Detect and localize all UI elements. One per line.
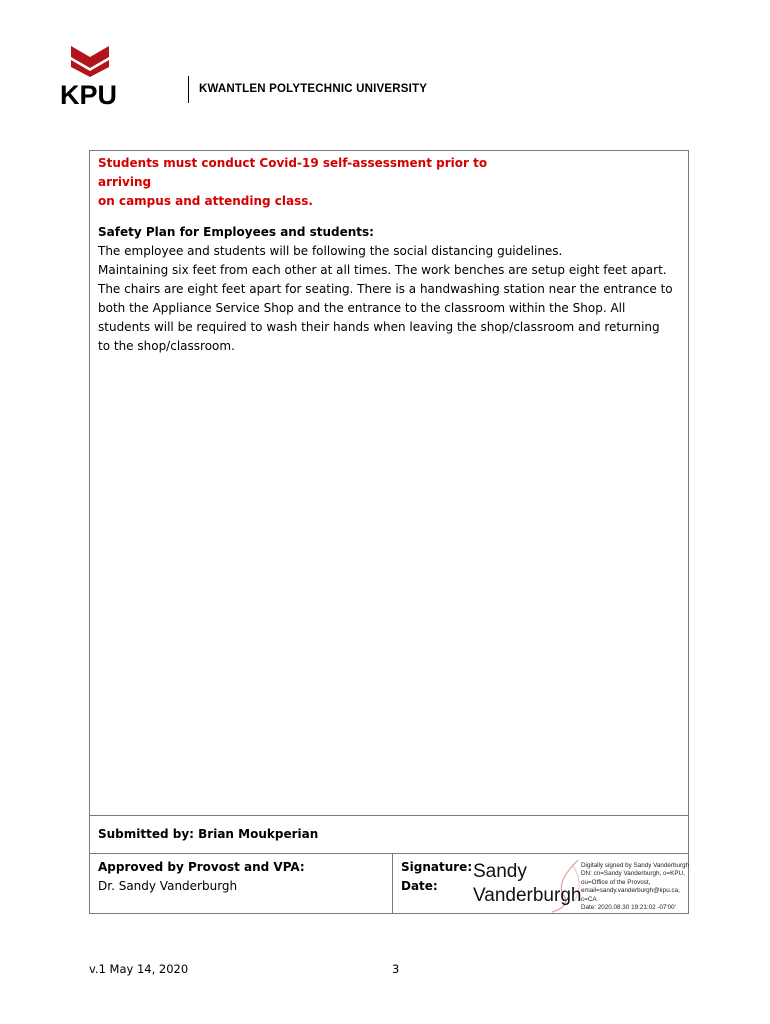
logo-text: KPU [60, 80, 118, 106]
plan-line: both the Appliance Service Shop and the entrance to the classroom within the Shop. All [98, 301, 626, 315]
approval-row [90, 853, 688, 913]
kpu-logo [60, 46, 428, 106]
signature-last-name: Vanderburgh [473, 885, 582, 906]
plan-line: students will be required to wash their hands when leaving the shop/classroom and returning [98, 320, 660, 334]
sig-detail-line: Digitally signed by Sandy Vanderburgh [581, 862, 690, 869]
footer-version: v.1 May 14, 2020 [89, 962, 189, 976]
plan-line: Maintaining six feet from each other at all times. The work benches are setup eight feet apart. [98, 263, 667, 277]
signature-first-name: Sandy [473, 861, 527, 882]
plan-heading: Safety Plan for Employees and students: [98, 225, 374, 239]
logo-divider [188, 76, 189, 103]
kpu-logo-mark [60, 46, 122, 106]
signature-name [473, 860, 581, 908]
plan-line: The employee and students will be following the social distancing guidelines. [98, 244, 563, 258]
approval-cell [90, 854, 393, 913]
sig-detail-line: ou=Office of the Provost, [581, 878, 651, 886]
submitted-by: Submitted by: Brian Moukperian [98, 827, 319, 841]
covid-warning [98, 154, 518, 211]
warning-line-1: Students must conduct Covid-19 self-assessment prior to arriving [98, 156, 488, 189]
page-number: 3 [392, 962, 400, 976]
plan-line: to the shop/classroom. [98, 339, 235, 353]
university-name: KWANTLEN POLYTECHNIC UNIVERSITY [199, 83, 428, 95]
plan-body [98, 242, 680, 356]
sig-detail-line: email=sandy.vanderburgh@kpu.ca, [581, 887, 680, 895]
approved-by-label: Approved by Provost and VPA: [98, 860, 305, 874]
warning-line-2: on campus and attending class. [98, 194, 313, 208]
signature-label: Signature: [401, 860, 473, 874]
safety-plan-form [89, 150, 689, 914]
digital-signature-details [581, 862, 693, 912]
signature-cell [393, 854, 688, 913]
sig-detail-line: c=CA [581, 895, 597, 903]
plan-line: The chairs are eight feet apart for seating. There is a handwashing station near the entrance to [98, 282, 673, 296]
approver-name: Dr. Sandy Vanderburgh [98, 879, 238, 893]
plan-content [98, 154, 680, 356]
submitted-row [90, 815, 688, 854]
sig-detail-line: DN: cn=Sandy Vanderburgh, o=KPU, [581, 870, 685, 878]
date-label: Date: [401, 879, 438, 893]
sig-detail-line: Date: 2020.08.30 19:21:02 -07'00' [581, 904, 676, 912]
